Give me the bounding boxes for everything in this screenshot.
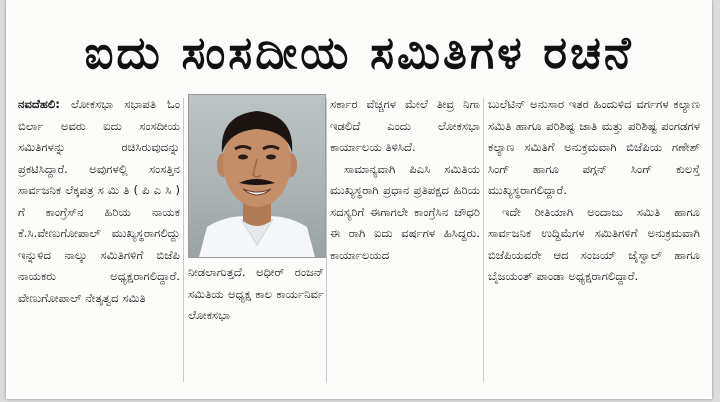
column-3-paragraph-2: ಸಾಮಾನ್ಯವಾಗಿ ಪಿಎಸಿ ಸಮಿತಿಯ ಮುಖ್ಯಸ್ಥರಾಗಿ ಪ್ರಧಾನ ಪ್ರತಿಪಕ್ಷದ ಹಿರಿಯ ಸದಸ್ಯರಿಗೆ ಈಗಾಗಲೇ ಕಾಂಗ್ರೆಸಿನ ಚೌಧರಿ ಈ ರಾಗಿ ಐದು ವರ್ಷಗಳ ಹಿಸಿದ್ದರು. ಕಾರ್ಯಾಲಯದ xyxy=(330,161,480,262)
portrait-photo xyxy=(188,94,326,258)
portrait-illustration xyxy=(189,95,325,257)
column-1-text: ಲೋಕಸಭಾ ಸಭಾಪತಿ ಓಂ ಬಿರ್ಲಾ ಅವರು ಐದು ಸಂಸದೀಯ ಸಮಿತಿಗಳನ್ನು ರಚಿಸಿರುವುದನ್ನು ಪ್ರಕಟಿಸಿದ್ದಾರೆ. ಅವುಗಳಲ್ಲಿ ಸಂಸತ್ತಿನ ಸಾರ್ವಜನಿಕ ಲೆಕ್ಕಪತ್ರ ಸ ಮಿ ತಿ ( ಪಿ ಎ ಸಿ ) ಗೆ ಕಾಂಗ್ರೆಸ್‌ನ ಹಿರಿಯ ನಾಯಕ ಕೆ.ಸಿ.ವೇಣುಗೋಪಾಲ್ ಮುಖ್ಯಸ್ಥರಾಗಲಿದ್ದು ಇನ್ನುಳಿದ ನಾಲ್ಕು ಸಮಿತಿಗಳಿಗೆ ಬಿಜೆಪಿ ನಾಯಕರು ಅಧ್ಯಕ್ಷರಾಗಲಿದ್ದಾರೆ. ವೇಣುಗೋಪಾಲ್ ನೇತೃತ್ವದ ಸಮಿತಿ xyxy=(18,97,180,305)
column-3-paragraph-1: ಸರ್ಕಾರ ವೆಚ್ಚಗಳ ಮೇಲೆ ತೀವ್ರ ನಿಗಾ ಇಡಲಿದೆ ಎಂದು ಲೋಕಸಭಾ ಕಾರ್ಯಾಲಯ ತಿಳಿಸಿದೆ. xyxy=(330,97,480,154)
newspaper-clipping xyxy=(6,0,712,399)
column-rule xyxy=(483,98,484,382)
dateline: ನವದೆಹಲಿ: xyxy=(18,97,60,111)
column-4-paragraph-1: ಬುಲೆಟಿನ್ ಅನುಸಾರ ಇತರ ಹಿಂದುಳಿದ ವರ್ಗಗಳ ಕಲ್ಯಾಣ ಸಮಿತಿ ಹಾಗೂ ಪರಿಶಿಷ್ಟ ಜಾತಿ ಮತ್ತು ಪರಿಶಿಷ್ಟ ಪಂಗಡಗಳ ಕಲ್ಯಾಣ ಸಮಿತಿಗೆ ಅನುಕ್ರಮವಾಗಿ ಬಿಜೆಪಿಯ ಗಣೇಶ್ ಸಿಂಗ್ ಹಾಗೂ ಪಗ್ಗನ್ ಸಿಂಗ್ ಕುಲಸ್ತೆ ಮುಖ್ಯಸ್ಥರಾಗಲಿದ್ದಾರೆ. xyxy=(488,97,700,197)
column-4-paragraph-2: ಇದೇ ರೀತಿಯಾಗಿ ಅಂದಾಜು ಸಮಿತಿ ಹಾಗೂ ಸಾರ್ವಜನಿಕ ಉದ್ದಿಮೆಗಳ ಸಮಿತಿಗಳಿಗೆ ಅನುಕ್ರಮವಾಗಿ ಬಿಜೆಪಿಯವರೇ ಆದ ಸಂಜಯ್ ಜೈಸ್ವಾಲ್ ಹಾಗೂ ಬೈಜಯಂತ್ ಪಾಂಡಾ ಅಧ್ಯಕ್ಷರಾಗಲಿದ್ದಾರೆ. xyxy=(488,204,700,283)
article-column-2 xyxy=(188,262,324,384)
headline: ಐದು ಸಂಸದೀಯ ಸಮಿತಿಗಳ ರಚನೆ xyxy=(84,26,634,79)
article-column-3 xyxy=(330,94,480,384)
article-column-1 xyxy=(18,94,180,384)
article-column-4 xyxy=(488,94,700,384)
column-rule xyxy=(326,98,327,382)
column-2-text: ನೀಡಲಾಗುತ್ತದೆ. ಅಧೀರ್ ರಂಜನ್ ಸಮಿತಿಯ ಅಧ್ಯಕ್ಷ ಕಾಲ ಕಾರ್ಯನಿರ್ವ ಲೋಕಸಭಾ xyxy=(188,265,324,322)
column-rule xyxy=(183,98,184,382)
